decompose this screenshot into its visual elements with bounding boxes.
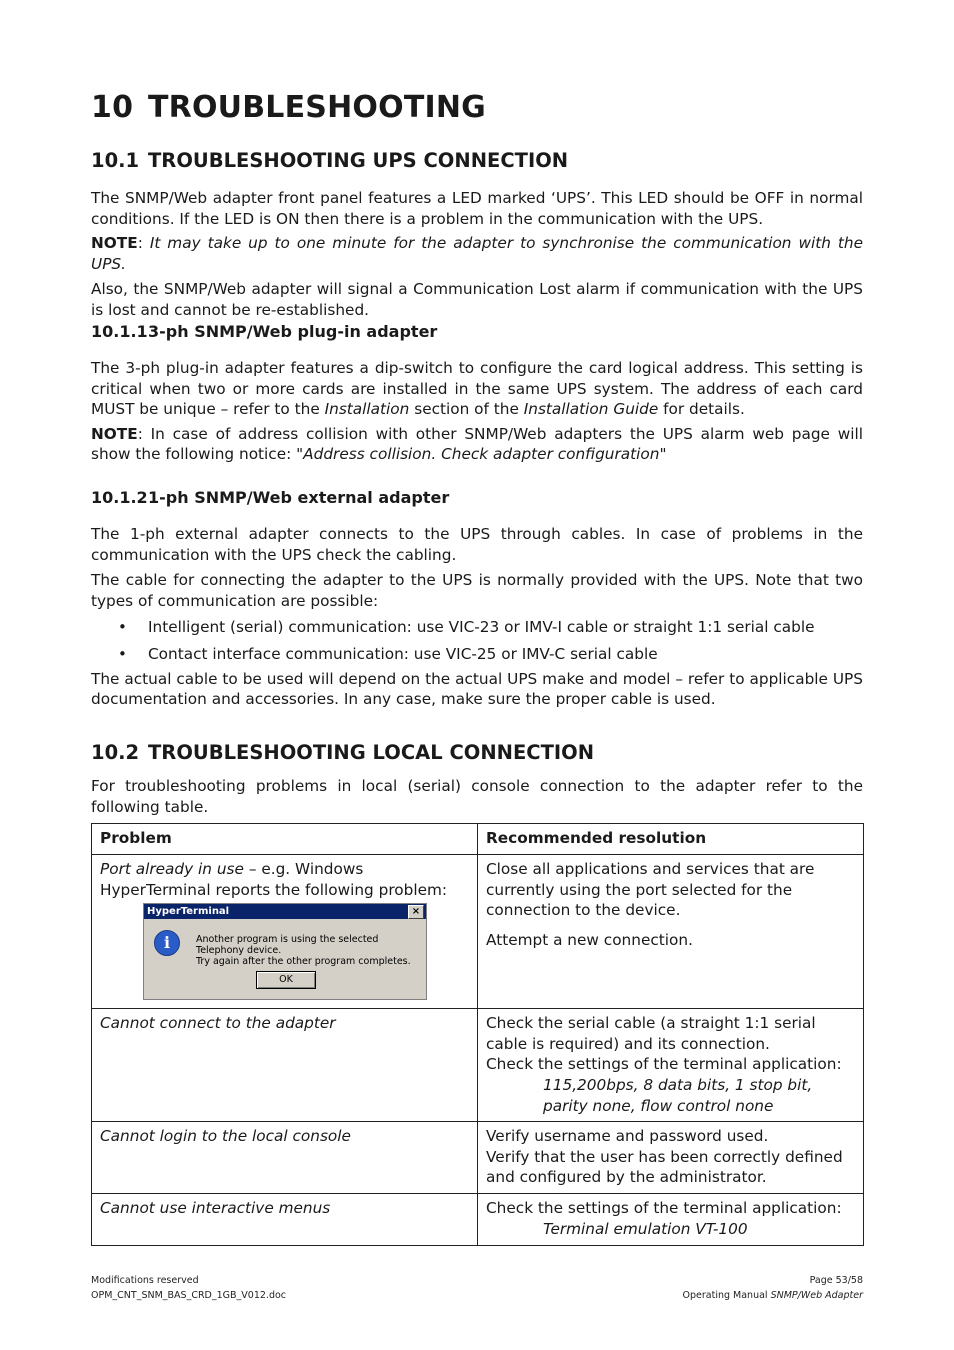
chapter-title: TROUBLESHOOTING — [148, 90, 486, 125]
text-run: Operating Manual — [682, 1290, 771, 1301]
note-paragraph — [91, 424, 863, 465]
list-item: • Intelligent (serial) communication: use VIC-23 or IMV-I cable or straight 1:1 serial cable — [91, 617, 863, 638]
problem-title: Port already in use — [100, 860, 244, 878]
paragraph: The actual cable to be used will depend on the actual UPS make and model – refer to applicable UPS documentation and accessories. In any case, make sure the proper cable is used. — [91, 669, 863, 709]
dialog-message — [196, 934, 426, 967]
paragraph: The cable for connecting the adapter to the UPS is normally provided with the UPS. Note that two types of communication are possible: — [91, 571, 863, 610]
problem-cell — [92, 1122, 478, 1194]
list-item: • Contact interface communication: use VIC-25 or IMV-C serial cable — [91, 644, 863, 665]
problem-cell — [92, 1009, 478, 1122]
problem-title: Cannot connect to the adapter — [100, 1014, 336, 1033]
emphasis: SNMP/Web Adapter — [770, 1290, 863, 1301]
paragraph: The SNMP/Web adapter front panel features a LED marked ‘UPS’. This LED should be OFF in normal conditions. If the LED is ON then there is a problem in the communication with the UPS. — [91, 189, 863, 228]
resolution-text: Verify username and password used. — [486, 1127, 769, 1146]
emphasis: Address collision. Check adapter configuration — [303, 445, 660, 464]
resolution-cell — [478, 1009, 864, 1122]
resolution-text: Close all applications and services that are currently using the port selected for the connection to the device. — [486, 860, 815, 920]
text-run: " — [659, 445, 667, 464]
resolution-cell — [478, 855, 864, 1009]
chapter-number: 10 — [91, 90, 134, 125]
resolution-setting: Terminal emulation VT-100 — [543, 1219, 748, 1238]
information-icon: i — [154, 930, 180, 956]
table-header-row — [92, 824, 864, 855]
resolution-setting: parity none, flow control none — [543, 1096, 774, 1115]
column-header-problem: Problem — [92, 824, 478, 855]
resolution-text: Check the settings of the terminal application: — [486, 1199, 842, 1218]
hyperterminal-dialog-screenshot — [143, 903, 427, 1000]
emphasis: Installation Guide — [523, 400, 659, 419]
paragraph: Also, the SNMP/Web adapter will signal a Communication Lost alarm if communication with the UPS is lost and cannot be re-established. — [91, 280, 863, 319]
resolution-text: Attempt a new connection. — [486, 930, 693, 949]
resolution-text: Check the settings of the terminal application: — [486, 1055, 842, 1074]
section-title: 1-ph SNMP/Web external adapter — [148, 488, 450, 507]
table-row — [92, 1122, 864, 1194]
text-run: section of the — [409, 400, 524, 419]
table-row — [92, 1194, 864, 1246]
note-text: It may take up to one minute for the adapter to synchronise the communication with the UPS. — [91, 234, 863, 273]
table-row — [92, 855, 864, 1009]
dialog-titlebar — [144, 904, 426, 919]
footer-right — [683, 1275, 863, 1301]
resolution-setting: 115,200bps, 8 data bits, 1 stop bit, — [543, 1075, 813, 1094]
section-title: TROUBLESHOOTING LOCAL CONNECTION — [148, 741, 595, 764]
section-10-1-body — [91, 188, 863, 321]
footer-doc-title — [683, 1290, 863, 1301]
section-10-1-1-body — [91, 358, 863, 465]
section-10-1-2-heading — [91, 488, 863, 507]
note-label: NOTE — [91, 424, 138, 443]
emphasis: Installation — [324, 400, 410, 419]
section-number: 10.1.1 — [91, 322, 148, 341]
section-title: TROUBLESHOOTING UPS CONNECTION — [148, 149, 569, 172]
section-title: 3-ph SNMP/Web plug-in adapter — [148, 322, 438, 341]
footer-notice: Modifications reserved — [91, 1275, 199, 1286]
resolution-cell — [478, 1122, 864, 1194]
table-row — [92, 1009, 864, 1122]
section-number: 10.1.2 — [91, 488, 148, 507]
paragraph — [91, 358, 863, 420]
problem-cell — [92, 1194, 478, 1246]
section-number: 10.2 — [91, 741, 140, 764]
section-10-2-body — [91, 776, 863, 817]
text-run: The 3-ph plug-in adapter features a dip-switch to configure the card logical address. This setting is critical when two or more cards are installed in the same UPS system. The address of each card MUST be unique – refer to the — [91, 359, 863, 419]
paragraph: For troubleshooting problems in local (serial) console connection to the adapter refer to the following table. — [91, 777, 863, 816]
problem-title: Cannot use interactive menus — [100, 1199, 331, 1218]
section-10-1-1-heading — [91, 322, 863, 341]
problem-title: Cannot login to the local console — [100, 1127, 351, 1146]
section-10-1-heading — [91, 149, 863, 172]
problem-cell — [92, 855, 478, 1009]
bullet-list — [91, 617, 863, 664]
section-number: 10.1 — [91, 149, 140, 172]
dialog-ok-button: OK — [256, 971, 316, 989]
resolution-text: Verify that the user has been correctly defined and configured by the administrator. — [486, 1147, 843, 1187]
dialog-message-line: Another program is using the selected Telephony device. — [196, 934, 379, 957]
note-paragraph: NOTE: It may take up to one minute for the adapter to synchronise the communication with the UPS. — [91, 234, 863, 273]
troubleshooting-table — [91, 823, 864, 1246]
chapter-heading — [91, 90, 486, 125]
note-label: NOTE — [91, 234, 138, 253]
dialog-message-line: Try again after the other program completes. — [196, 956, 411, 968]
footer-filename: OPM_CNT_SNM_BAS_CRD_1GB_V012.doc — [91, 1290, 287, 1301]
text-run: for details. — [658, 400, 745, 419]
footer-left — [91, 1275, 286, 1301]
section-10-1-2-body — [91, 524, 863, 710]
paragraph: The 1-ph external adapter connects to the UPS through cables. In case of problems in the communication with the UPS check the cabling. — [91, 525, 863, 564]
resolution-cell — [478, 1194, 864, 1246]
resolution-text: Check the serial cable (a straight 1:1 serial cable is required) and its connection. — [486, 1014, 816, 1053]
page-number: Page 53/58 — [809, 1275, 863, 1286]
note-text: : In case of address collision with other SNMP/Web adapters the UPS alarm web page will show the following notice: " — [91, 424, 863, 464]
section-10-2-heading — [91, 741, 863, 764]
dialog-title: HyperTerminal — [147, 906, 230, 918]
problem-text: – e.g. Windows HyperTerminal reports the following problem: — [100, 860, 448, 899]
close-icon: × — [408, 905, 424, 919]
column-header-resolution: Recommended resolution — [478, 824, 864, 855]
